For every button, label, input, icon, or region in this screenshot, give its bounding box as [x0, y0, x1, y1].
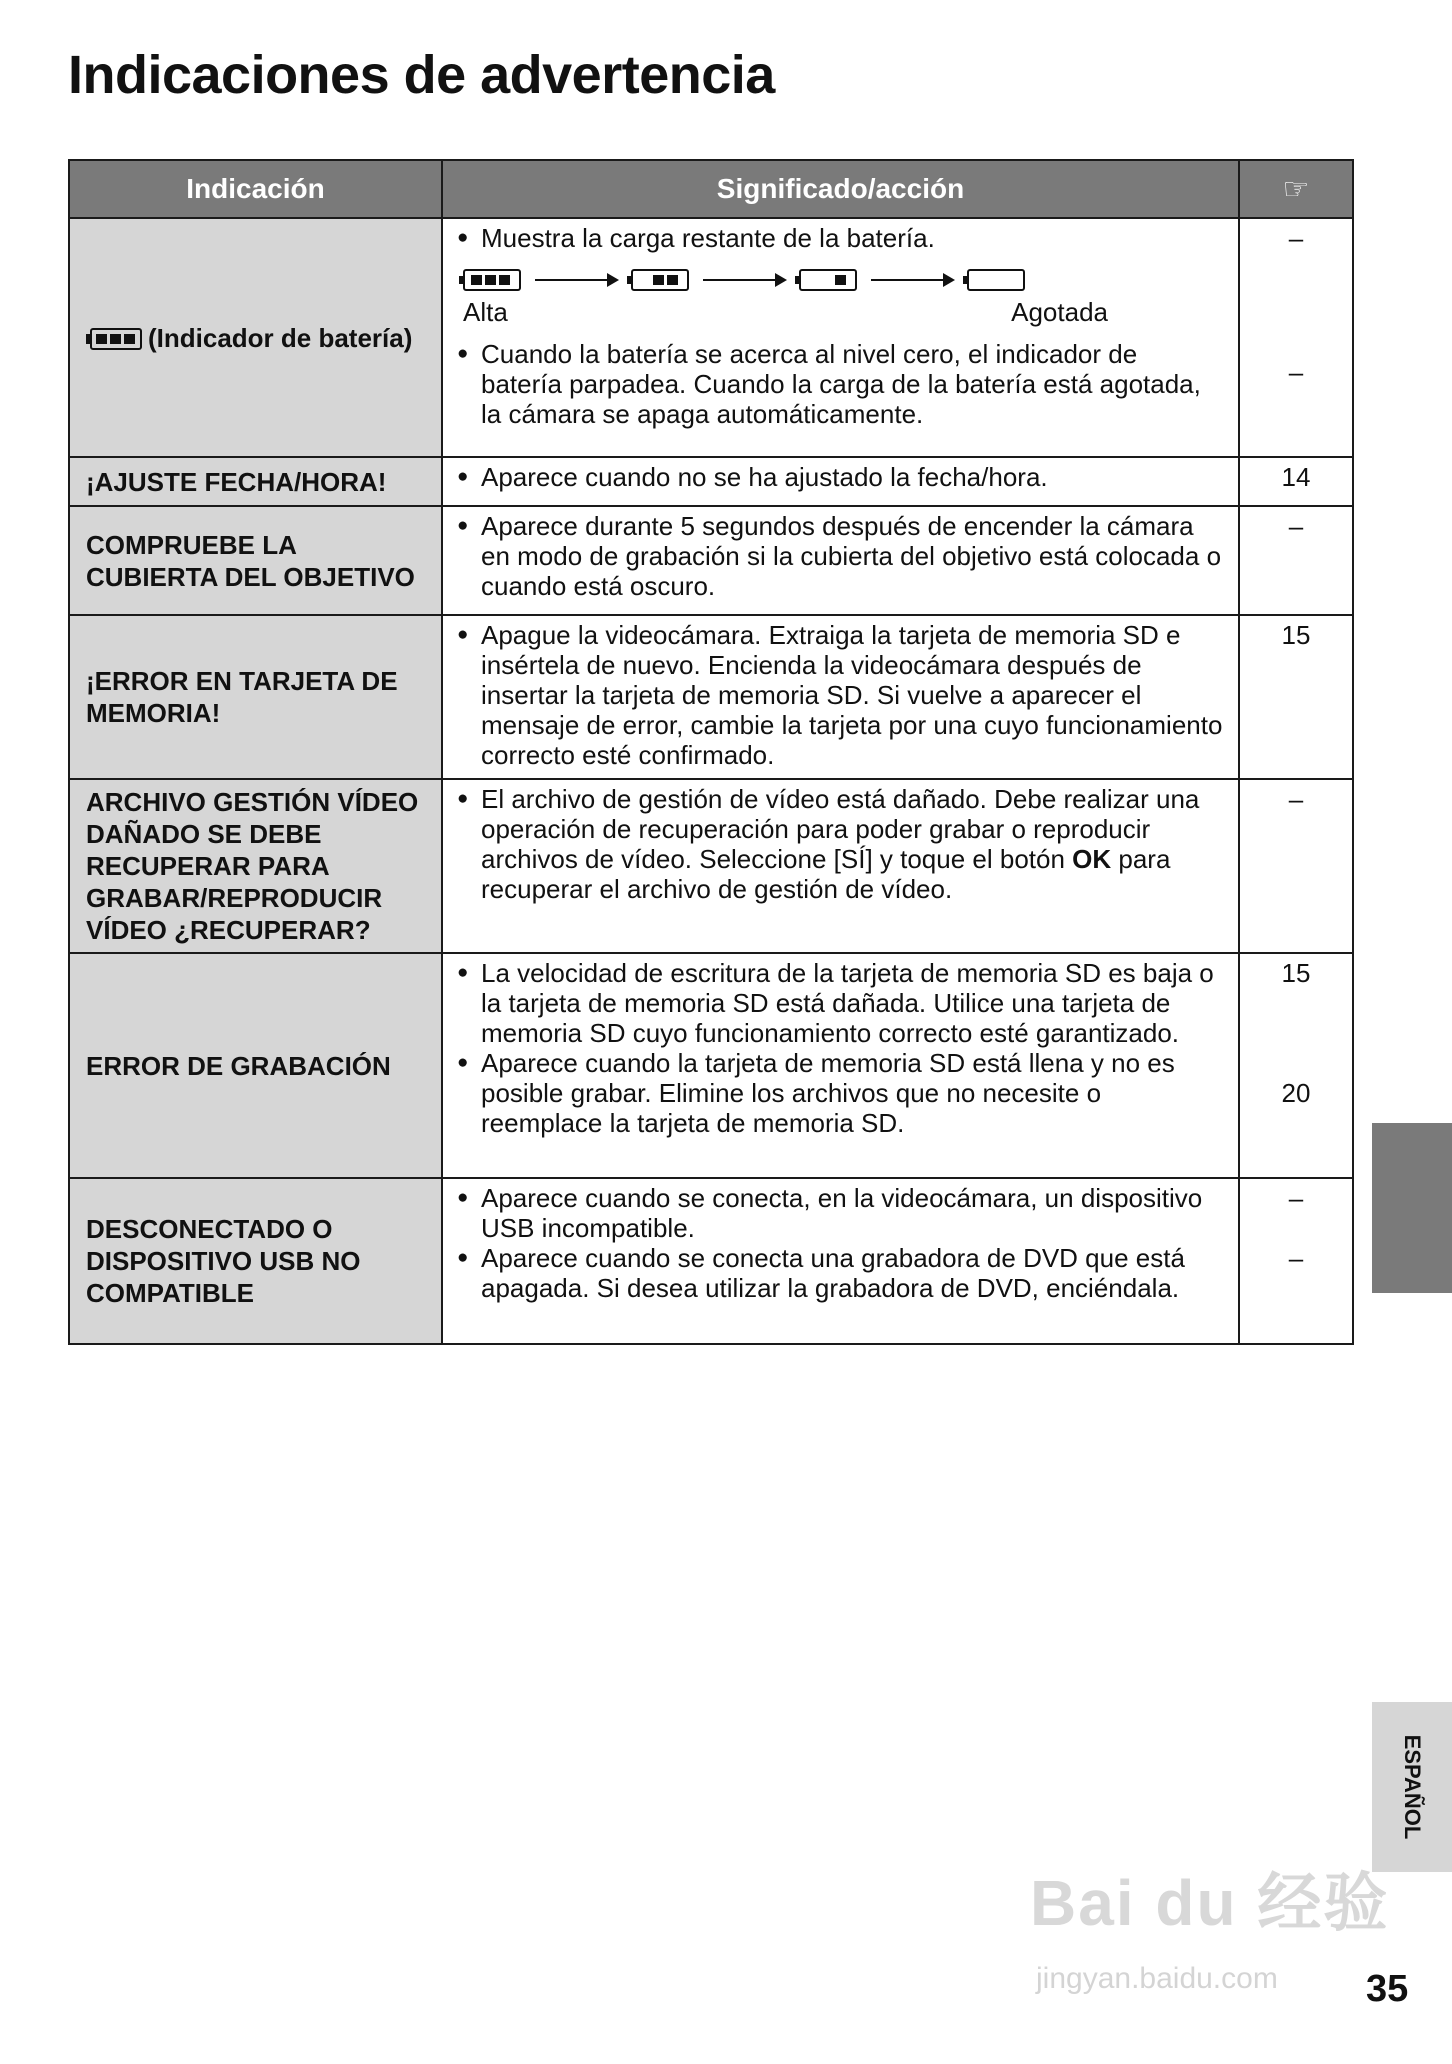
page-title: Indicaciones de advertencia — [68, 45, 775, 105]
arrow-right-icon — [535, 279, 617, 281]
meaning-cell — [442, 1178, 1239, 1344]
table-row — [69, 457, 1353, 506]
battery-level-labels — [463, 297, 1108, 327]
battery-two-bars-icon — [631, 269, 689, 291]
meaning-cell — [442, 779, 1239, 953]
reference-value: – — [1288, 357, 1304, 387]
reference-cell: 15 — [1239, 615, 1353, 779]
meaning-cell — [442, 953, 1239, 1178]
battery-indication-label: (Indicador de batería) — [148, 322, 413, 353]
list-item — [457, 784, 1224, 904]
battery-one-bar-icon — [799, 269, 857, 291]
watermark: Bai du 经验 — [1030, 1867, 1390, 1939]
indication-cell: DESCONECTADO O DISPOSITIVO USB NO COMPATIBLE — [69, 1178, 442, 1344]
watermark-url: jingyan.baidu.com — [1036, 1962, 1278, 1995]
indication-cell: ¡ERROR EN TARJETA DE MEMORIA! — [69, 615, 442, 779]
battery-full-icon — [86, 328, 142, 350]
reference-cell: – — [1239, 779, 1353, 953]
list-item: ● Cuando la batería se acerca al nivel cero, el indicador de batería parpadea. Cuando la carga de la batería está agotada, la cámara se apaga automáticamente. — [457, 339, 1224, 429]
reference-cell: – — [1239, 506, 1353, 615]
ok-button-label: OK — [1072, 844, 1112, 874]
table-header-row — [69, 160, 1353, 218]
reference-value: 15 — [1281, 958, 1311, 988]
battery-three-bars-icon — [463, 269, 521, 291]
table-row — [69, 779, 1353, 953]
page-number: 35 — [1366, 1968, 1409, 2010]
reference-cell — [1239, 1178, 1353, 1344]
header-reference — [1239, 160, 1353, 218]
list-item: ● Aparece cuando se conecta una grabadora de DVD que está apagada. Si desea utilizar la grabadora de DVD, enciéndala. — [457, 1243, 1224, 1303]
language-tab — [1372, 1702, 1452, 1872]
header-meaning: Significado/acción — [442, 160, 1239, 218]
reference-cell: 14 — [1239, 457, 1353, 506]
list-item: ● Aparece durante 5 segundos después de encender la cámara en modo de grabación si la cubierta del objetivo está colocada o cuando está oscuro. — [457, 511, 1224, 601]
reference-value: – — [1288, 223, 1304, 253]
indication-cell: ERROR DE GRABACIÓN — [69, 953, 442, 1178]
table-row — [69, 1178, 1353, 1344]
reference-cell — [1239, 953, 1353, 1178]
table-row — [69, 218, 1353, 457]
list-item: ● Aparece cuando no se ha ajustado la fecha/hora. — [457, 462, 1224, 492]
table-row — [69, 615, 1353, 779]
archive-text-b: para recuperar el archivo de gestión de vídeo. — [481, 844, 1171, 904]
reference-value: 20 — [1281, 1078, 1311, 1108]
table-row — [69, 506, 1353, 615]
battery-empty-icon — [967, 269, 1025, 291]
archive-text-a: El archivo de gestión de vídeo está dañado. Debe realizar una operación de recuperación para poder grabar o reproducir archivos de vídeo. Seleccione [SÍ] y toque el botón — [481, 784, 1200, 874]
reference-cell — [1239, 218, 1353, 457]
list-item: ● Aparece cuando se conecta, en la videocámara, un dispositivo USB incompatible. — [457, 1183, 1224, 1243]
warning-table — [68, 159, 1354, 1345]
arrow-right-icon — [871, 279, 953, 281]
indication-cell — [69, 218, 442, 457]
list-item: ● La velocidad de escritura de la tarjeta de memoria SD es baja o la tarjeta de memoria SD está dañada. Utilice una tarjeta de memoria SD cuyo funcionamiento correcto esté garantizado. — [457, 958, 1224, 1048]
table-row — [69, 953, 1353, 1178]
meaning-cell — [442, 615, 1239, 779]
reference-value: – — [1288, 1183, 1304, 1213]
list-item: ● Aparece cuando la tarjeta de memoria SD está llena y no es posible grabar. Elimine los archivos que no necesite o reemplace la tarjeta de memoria SD. — [457, 1048, 1224, 1138]
meaning-cell — [442, 506, 1239, 615]
battery-level-sequence — [463, 269, 1224, 291]
reference-value: – — [1288, 1243, 1304, 1273]
level-empty-label: Agotada — [1011, 297, 1108, 327]
meaning-cell — [442, 218, 1239, 457]
indication-cell: ARCHIVO GESTIÓN VÍDEO DAÑADO SE DEBE RECUPERAR PARA GRABAR/REPRODUCIR VÍDEO ¿RECUPERAR? — [69, 779, 442, 953]
header-indication: Indicación — [69, 160, 442, 218]
indication-cell: ¡AJUSTE FECHA/HORA! — [69, 457, 442, 506]
meaning-cell — [442, 457, 1239, 506]
language-label: ESPAÑOL — [1400, 1734, 1425, 1840]
level-high-label: Alta — [463, 297, 508, 327]
list-item: ● Apague la videocámara. Extraiga la tarjeta de memoria SD e insértela de nuevo. Encienda la videocámara después de insertar la tarjeta de memoria SD. Si vuelve a aparecer el mensaje de error, cambie la tarjeta por una cuyo funcionamiento correcto esté confirmado. — [457, 620, 1224, 770]
pointing-hand-icon: ☞ — [1282, 172, 1310, 206]
section-tab — [1372, 1123, 1452, 1293]
list-item: ● Muestra la carga restante de la batería. — [457, 223, 1224, 253]
arrow-right-icon — [703, 279, 785, 281]
indication-cell: COMPRUEBE LA CUBIERTA DEL OBJETIVO — [69, 506, 442, 615]
